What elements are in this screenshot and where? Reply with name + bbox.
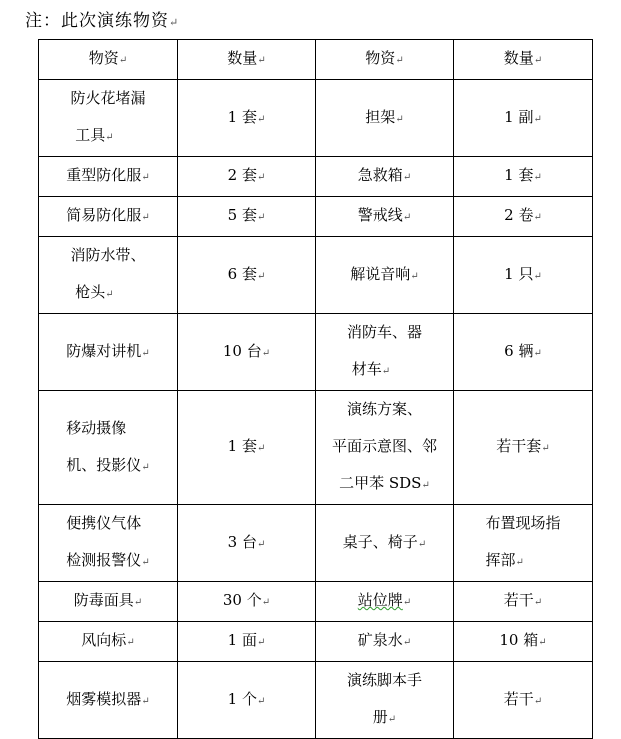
table-row: [39, 582, 593, 622]
item-cell: 防毒面具↵: [39, 582, 178, 622]
qty-cell: 6 辆↵: [454, 314, 593, 391]
qty-cell: 2 套↵: [178, 157, 316, 197]
item-cell: 风向标↵: [39, 622, 178, 662]
table-row: [39, 80, 593, 157]
item-cell: 消防水带、 枪头↵: [39, 237, 178, 314]
table-row: [39, 314, 593, 391]
table-row: [39, 622, 593, 662]
header-item-2: 物资↵: [316, 40, 454, 80]
qty-cell: 6 套↵: [178, 237, 316, 314]
qty-cell: 10 箱↵: [454, 622, 593, 662]
item-cell: 担架↵: [316, 80, 454, 157]
table-row: [39, 391, 593, 505]
table-row: [39, 662, 593, 739]
item-cell: 演练方案、 平面示意图、邻 二甲苯 SDS↵: [316, 391, 454, 505]
header-qty-1: 数量↵: [178, 40, 316, 80]
item-cell: 烟雾模拟器↵: [39, 662, 178, 739]
item-cell: 站位牌↵: [316, 582, 454, 622]
item-cell: 警戒线↵: [316, 197, 454, 237]
item-cell: 解说音响↵: [316, 237, 454, 314]
qty-cell: 1 面↵: [178, 622, 316, 662]
qty-cell: 3 台↵: [178, 505, 316, 582]
qty-cell: 1 套↵: [178, 391, 316, 505]
note-text: 注：此次演练物资: [25, 11, 169, 31]
qty-cell: 1 副↵: [454, 80, 593, 157]
item-cell: 简易防化服↵: [39, 197, 178, 237]
table-row: [39, 505, 593, 582]
qty-cell: 若干套↵: [454, 391, 593, 505]
table-row: [39, 197, 593, 237]
item-cell: 矿泉水↵: [316, 622, 454, 662]
paragraph-mark-icon: ↵: [533, 55, 543, 66]
item-cell: 移动摄像 机、投影仪↵: [39, 391, 178, 505]
paragraph-mark-icon: ↵: [169, 16, 180, 29]
item-cell: 防火花堵漏 工具↵: [39, 80, 178, 157]
paragraph-mark-icon: ↵: [118, 55, 128, 66]
item-cell: 便携仪气体 检测报警仪↵: [39, 505, 178, 582]
item-cell: 消防车、器 材车↵: [316, 314, 454, 391]
qty-cell: 1 只↵: [454, 237, 593, 314]
item-cell: 重型防化服↵: [39, 157, 178, 197]
note-heading: [25, 6, 179, 31]
item-cell: 急救箱↵: [316, 157, 454, 197]
item-cell: 桌子、椅子↵: [316, 505, 454, 582]
qty-cell: 1 个↵: [178, 662, 316, 739]
header-item-1: 物资↵: [39, 40, 178, 80]
qty-cell: 若干↵: [454, 582, 593, 622]
item-cell: 演练脚本手 册↵: [316, 662, 454, 739]
qty-cell: 10 台↵: [178, 314, 316, 391]
item-cell: 防爆对讲机↵: [39, 314, 178, 391]
qty-cell: 若干↵: [454, 662, 593, 739]
paragraph-mark-icon: ↵: [395, 55, 404, 66]
qty-cell: 1 套↵: [178, 80, 316, 157]
qty-cell: 30 个↵: [178, 582, 316, 622]
table-header-row: [39, 40, 593, 80]
table-row: [39, 237, 593, 314]
table-row: [39, 157, 593, 197]
header-qty-2: 数量↵: [454, 40, 593, 80]
materials-table: [38, 39, 593, 739]
qty-cell: 1 套↵: [454, 157, 593, 197]
qty-cell: 5 套↵: [178, 197, 316, 237]
paragraph-mark-icon: ↵: [257, 55, 266, 66]
qty-cell: 布置现场指 挥部↵: [454, 505, 593, 582]
qty-cell: 2 卷↵: [454, 197, 593, 237]
